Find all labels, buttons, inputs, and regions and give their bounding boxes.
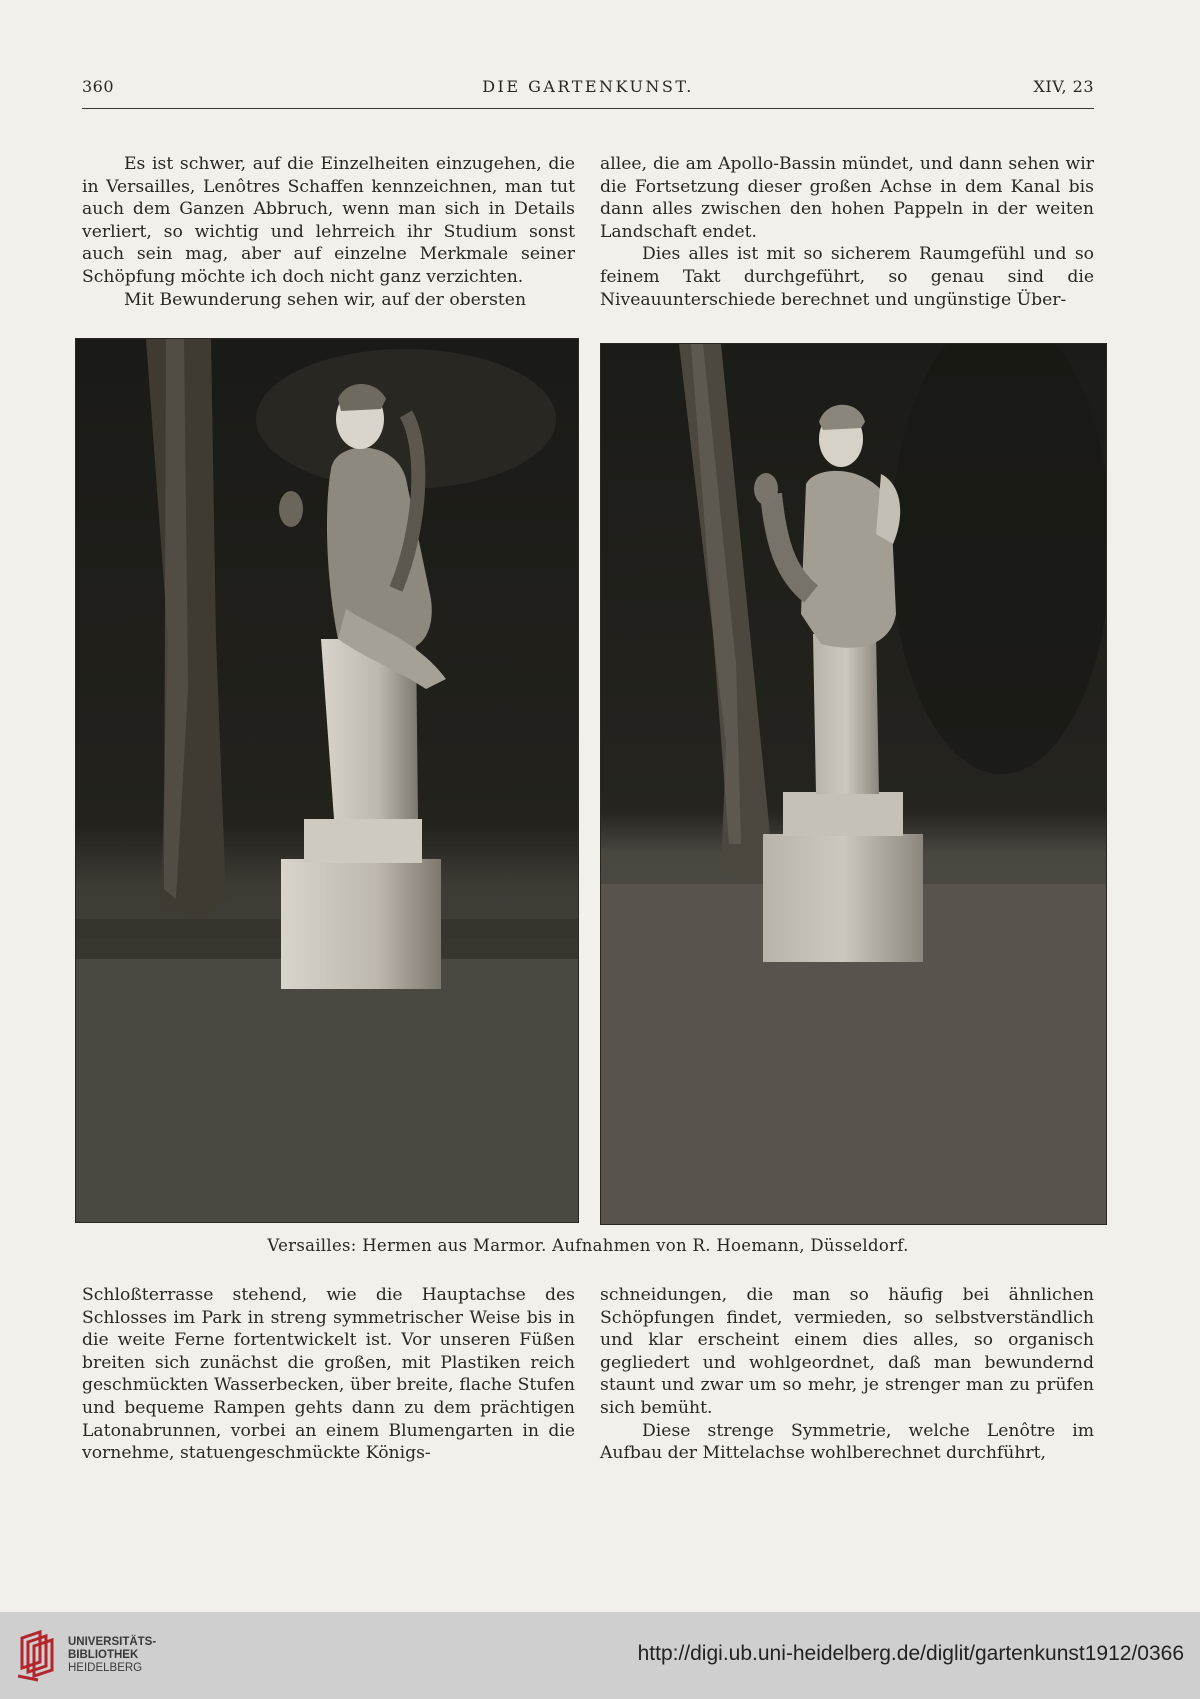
ub-heidelberg-logo-icon [14,1628,64,1684]
library-name [68,1636,156,1675]
paragraph: Mit Bewunderung sehen wir, auf der obersten [124,289,527,310]
paragraph: Dies alles ist mit so sicherem Raumgefühl und so feinem Takt durchgeführt, so genau sind die Niveauunterschiede berechnet und ungünstige Über- [600,244,1094,310]
page-number: 360 [82,77,115,96]
running-header [82,77,1094,103]
library-name-line: UNIVERSITÄTS- [68,1636,157,1648]
photo-herm-statue-right [600,343,1107,1225]
statue-photo-right-image [601,344,1106,1224]
text-column-top-left [82,153,575,311]
paragraph: allee, die am Apollo-Bassin mündet, und dann sehen wir die Fortsetzung dieser großen Achse in dem Kanal bis dann alles zwischen den hohen Pappeln in der weiten Landschaft endet. [600,154,1094,242]
text-column-bottom-right [600,1284,1094,1465]
paragraph: Schloßterrasse stehend, wie die Hauptachse des Schlosses im Park in streng symmetrischer Weise bis in die weite Ferne fortentwickelt ist. Vor unseren Füßen breiten sich zunächst die großen, mit Plastiken reich geschmückten Wasserbecken, über breite, flache Stufen und bequeme Rampen gehts dann zu dem prächtigen Latonabrunnen, vorbei an einem Blumengarten in die vornehme, statuengeschmückte Königs- [82,1285,575,1464]
figure-caption: Versailles: Hermen aus Marmor. Aufnahmen von R. Hoemann, Düsseldorf. [267,1236,909,1255]
paragraph: Diese strenge Symmetrie, welche Lenôtre im Aufbau der Mittelachse wohlberechnet durchführt, [600,1420,1094,1464]
paragraph: schneidungen, die man so häufig bei ähnlichen Schöpfungen findet, vermieden, so selbstverständlich und klar erscheint einem dies alles, so organisch gegliedert und wohlgeordnet, daß man bewundernd staunt und zwar um so mehr, je strenger man zu prüfen sich bemüht. [600,1285,1094,1418]
header-rule [82,108,1094,109]
photo-herm-statue-left [75,338,579,1223]
journal-title: DIE GARTENKUNST. [482,77,694,96]
volume-number: XIV, 23 [1033,77,1094,96]
library-footer [0,1612,1200,1699]
paragraph: Es ist schwer, auf die Einzelheiten einzugehen, die in Versailles, Lenôtres Schaffen kennzeichnen, man tut auch dem Ganzen Abbruch, wenn man sich in Details verliert, so wichtig und lehrreich ihr Studium sonst auch sein mag, aber auf einzelne Merkmale seiner Schöpfung möchte ich doch nicht ganz verzichten. [82,154,575,287]
permalink-url[interactable]: http://digi.ub.uni-heidelberg.de/diglit/gartenkunst1912/0366 [637,1642,1184,1665]
statue-photo-left-image [76,339,578,1222]
text-column-top-right [600,153,1094,311]
library-name-line: BIBLIOTHEK [68,1649,139,1661]
library-name-line: HEIDELBERG [68,1662,143,1674]
text-column-bottom-left [82,1284,575,1465]
